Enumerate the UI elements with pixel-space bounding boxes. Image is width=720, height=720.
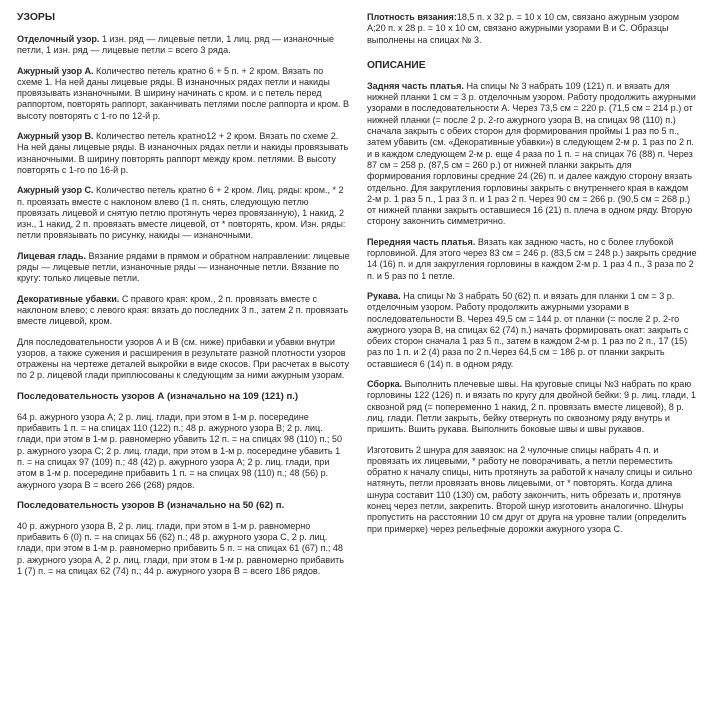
sequence-a-text: 64 р. ажурного узора А; 2 р. лиц. глади, при этом в 1-м р. посередине прибавить 1 п. = на спицах 110 (122) п.; 48 р. ажурного узора В; 2 р. лиц. глади, при этом в 1-м р. равномерно убавить 12 п. = на спицах 98 (110) п.; 50 р. ажурного узора С; 2 р. лиц. глади, при этом в 1-м р. посередине убавить 1 п. = на спицах 97 (109) п.; 48 (42) р. ажурного узора А; 2 р. лиц. глади, при этом в 1-м р. посередине прибавить 1 п. = на спицах 98 (110) п.; 48 (56) р. ажурного узора В = всего 266 (268) рядов. xyxy=(17,411,342,490)
term: Ажурный узор А. xyxy=(17,65,94,76)
paragraph-stockinette: Лицевая гладь. Вязание рядами в прямом и обратном направлении: лицевые ряды — лицевые петли, изнаночные ряды — изнаночные петли. Вязание по кругу: только лицевые петли. xyxy=(17,250,350,284)
term: Ажурный узор В. xyxy=(17,131,94,142)
term: Ажурный узор С. xyxy=(17,185,94,196)
left-column xyxy=(17,12,350,720)
term: Отделочный узор. xyxy=(17,34,100,44)
paragraph-gauge: Плотность вязания:18,5 п. х 32 р. = 10 х 10 см, связано ажурным узором А;20 п. х 28 р. = 10 х 10 см, связано ажурными узорами В и С. Образцы выполнены на спицах № 3. xyxy=(367,12,680,45)
description-title: ОПИСАНИЕ xyxy=(367,59,426,71)
term: Передняя часть платья. xyxy=(367,236,476,247)
term: Декоративные убавки. xyxy=(17,293,120,304)
patterns-title: УЗОРЫ xyxy=(17,12,56,23)
paragraph-assembly: Сборка. Выполнить плечевые швы. На круговые спицы №3 набрать по краю горловины 122 (126) п. и вязать по кругу для двойной бейки: 9 р. лиц. глади, 1 сквозной ряд (= попеременно 1 накид, 2 п. провязать вместе лицевой), 8 р. лиц. глади. Петли закрыть, бейку отвернуть по сквозному ряду внутрь и пришить. Вшить рукава. Выполнить боковые швы и швы рукавов. xyxy=(367,379,696,435)
sequence-a-title: Последовательность узоров А (изначально на 109 (121) п.) xyxy=(17,390,299,402)
sequence-b-title: Последовательность узоров В (изначально на 50 (62) п. xyxy=(17,499,285,511)
paragraph-lace-b: Ажурный узор В. Количество петель кратно12 + 2 кром. Вязать по схеме 2. На ней даны лицевые ряды. В изнаночных рядах петли и накиды провязывать изнаночными. В ширину повторять раппорт между кром. петлями. В высоту повторять с 1-го по 16-й р. xyxy=(17,131,349,175)
paragraph-front: Передняя часть платья. Вязать как заднюю часть, но с более глубокой горловиной. Для этого через 83 см = 246 р. (83,5 см = 248 р.) закрыть средние 14 (16) п. и для закругления горловины в каждом 2-м р. 1 раз 4 п., 3 раза по 2 п. и 5 раз по 1 петле. xyxy=(367,236,697,281)
term: Рукава. xyxy=(367,290,401,301)
paragraph-decorative-decreases: Декоративные убавки. С правого края: кром., 2 п. провязать вместе с наклоном влево; с левого края: вязать до последних 3 п., затем 2 п. провязать вместе лицевой, кром. xyxy=(17,293,349,327)
paragraph-finishing-pattern: Отделочный узор. 1 изн. ряд — лицевые петли, 1 лиц. ряд — изнаночные петли, 1 изн. ряд — лицевые петли = всего 3 ряда. xyxy=(17,34,334,56)
term: Лицевая гладь. xyxy=(17,250,86,261)
paragraph-cords: Изготовить 2 шнура для завязок: на 2 чулочные спицы набрать 4 п. и провязать их лицевыми, * работу не поворачивать, а петли переместить обратно к началу спицы, нить протянуть за работой к началу спицы и сильно натянуть, петли провязать вновь лицевыми, от * повторять. Когда длина шнура составит 110 (130) см, работу закончить, нить обрезать и, протянув конец через петли, закрепить. Второй шнур изготовить аналогично. Шнуры пропустить на расстоянии 10 см друг от друга на уровне талии (определить при примерке) через рельефные дорожки ажурного узора С. xyxy=(367,444,693,534)
paragraph-lace-c: Ажурный узор С. Количество петель кратно 6 + 2 кром. Лиц. ряды: кром., * 2 п. провязать вместе с наклоном влево (1 п. снять, следующую петлю провязать лицевой и снятую петлю протянуть через провязанную), 1 накид, 2 изн., 1 накид, 2 п. провязать вместе лицевой, от * повторять, кром. Изн. ряды: петли провязывать по рисунку, накиды — изнаночными. xyxy=(17,185,346,241)
right-column xyxy=(367,12,697,720)
paragraph-sequence-note: Для последовательности узоров А и В (см. ниже) прибавки и убавки внутри узоров, а также сужения и расширения в результате разной плотности узоров отражены на чертеже деталей выкройки в виде скосов. При расчетах в высоту по 2 р. лицевой глади приплюсованы к следующим за ними ажурным узорам. xyxy=(17,336,350,381)
paragraph-lace-a: Ажурный узор А. Количество петель кратно 6 + 5 п. + 2 кром. Вязать по схеме 1. На ней даны лицевые ряды. В изнаночных рядах петли и накиды провязывать изнаночными. В ширину начинать с кром. и с петель перед раппортом, повторять раппорт, заканчивать петлями после раппорта и кром. В высоту повторять с 1-го по 12-й р. xyxy=(17,65,350,121)
paragraph-back: Задняя часть платья. На спицы № 3 набрать 109 (121) п. и вязать для нижней планки 1 см = 3 р. отделочным узором. Работу продолжить ажурными узорами в последовательности А. Через 73,5 см = 220 р. (71,5 см = 214 р.) от нижней планки (= после 2 р. 2-го ажурного узора В, на спицах 98 (110) п.) сначала закрыть с обеих сторон для формирования проймы 1 раз по 5 п., затем убавить (см. «Декоративные убавки») в следующем 2-м р. 1 раз по 2 п. и в каждом следующем 2-м р. еще 4 раза по 1 п. = на спицах 76 (88) п. Через 87 см = 258 р. (87,5 см = 260 р.) от нижней планки закрыть для формирования горловины средние 24 (26) п. и далее каждую сторону вязать отдельно. Для закругления горловины закрыть с внутреннего края в каждом 2-м р. 1 раз 5 п., 1 раз 3 п. и 1 раз 2 п. Через 90 см = 266 р. (90,5 см = 268 р.) от нижней планки закрыть оставшиеся 16 (21) п. плеча в одном ряду. Вторую сторону закончить симметрично. xyxy=(367,80,696,227)
term: Задняя часть платья. xyxy=(367,80,464,91)
paragraph-sleeves: Рукава. На спицы № 3 набрать 50 (62) п. и вязать для планки 1 см = 3 р. отделочным узором. Работу продолжить ажурными узорами в последовательности В. Через 49,5 см = 144 р. от планки (= после 2 р. 2-го ажурного узора В, на спицах 62 (74) п.) начать формировать окат: закрыть с обеих сторон сначала 1 раз 5 п., затем в каждом 2-м р. 1 раз по 2 п., 17 (15) раз по 1 п. и 2 (4) раза по 2 п.Через 64,5 см = 186 р. от планки закрыть оставшиеся 6 (14) п. в одном ряду. xyxy=(367,290,689,369)
sequence-b-text: 40 р. ажурного узора В, 2 р. лиц. глади, при этом в 1-м р. равномерно прибавить 6 (0) п. = на спицах 56 (62) п.; 48 р. ажурного узора С, 2 р. лиц. глади, при этом в 1-м р. равномерно прибавить 5 п. = на спицах 61 (67) п.; 48 р. ажурного узора А, 2 р. лиц. глади, при этом в 1-м р. равномерно прибавить 1 (7) п. = на спицах 62 (74) п.; 44 р. ажурного узора В = всего 186 рядов. xyxy=(17,520,345,576)
term: Сборка. xyxy=(367,379,403,390)
term: Плотность вязания: xyxy=(367,12,457,22)
